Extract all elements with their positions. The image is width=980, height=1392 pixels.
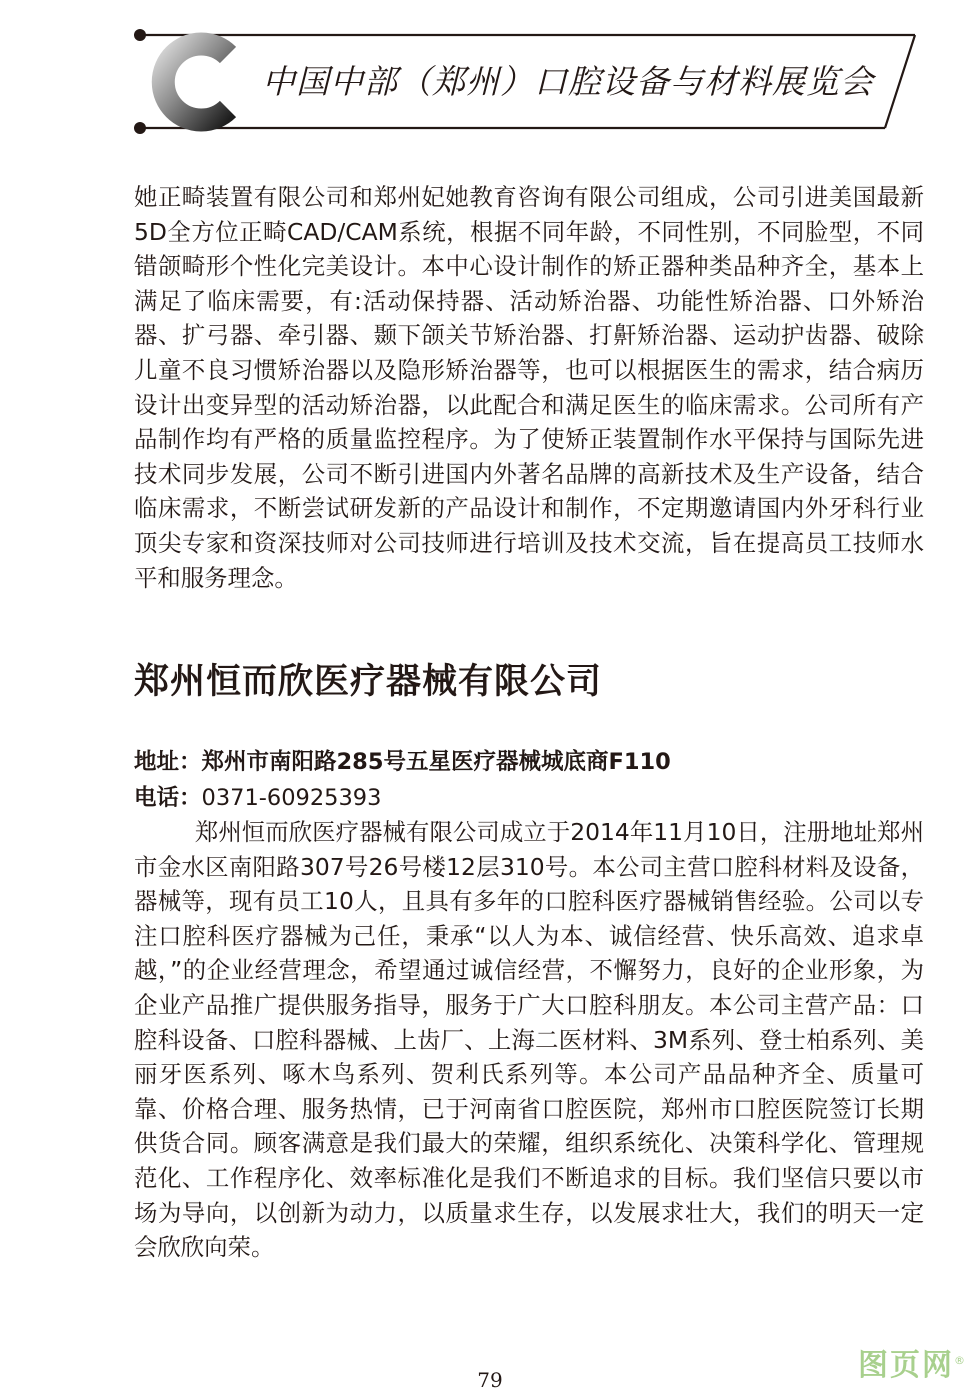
company-name-heading: 郑州恒而欣医疗器械有限公司 bbox=[134, 662, 603, 702]
watermark-logo bbox=[858, 1340, 967, 1384]
watermark-text: 图页网 bbox=[858, 1348, 954, 1383]
company-description bbox=[134, 815, 924, 1265]
page-header bbox=[0, 0, 980, 150]
phone-value: 0371-60925393 bbox=[201, 785, 382, 811]
page-number: 79 bbox=[477, 1368, 503, 1392]
company-phone bbox=[134, 780, 381, 812]
intro-paragraph: 她正畸装置有限公司和郑州妃她教育咨询有限公司组成，公司引进美国最新5D全方位正畸CAD/CAM系统，根据不同年龄，不同性别，不同脸型，不同错颌畸形个性化完美设计。本中心设计制作的矫正器种类品种齐全，基本上满足了临床需要，有:活动保持器、活动矫治器、功能性矫治器、口外矫治器、扩弓器、牵引器、颞下颌关节矫治器、打鼾矫治器、运动护齿器、破除儿童不良习惯矫治器以及隐形矫治器等，也可以根据医生的需求，结合病历设计出变异型的活动矫治器，以此配合和满足医生的临床需求。公司所有产品制作均有严格的质量监控程序。为了使矫正装置制作水平保持与国际先进技术同步发展，公司不断引进国内外著名品牌的高新技术及生产设备，结合临床需求，不断尝试研发新的产品设计和制作，不定期邀请国内外牙科行业顶尖专家和资深技师对公司技师进行培训及技术交流，旨在提高员工技师水平和服务理念。 bbox=[134, 183, 924, 592]
company-description-text: 郑州恒而欣医疗器械有限公司成立于2014年11月10日，注册地址郑州市金水区南阳路307号26号楼12层310号。本公司主营口腔科材料及设备，器械等，现有员工10人，且具有多年的口腔科医疗器械销售经验。公司以专注口腔科医疗器械为己任，秉承“以人为本、诚信经营、快乐高效、追求卓越，”的企业经营理念，希望通过诚信经营，不懈努力，良好的企业形象，为企业产品推广提供服务指导，服务于广大口腔科朋友。本公司主营产品：口腔科设备、口腔科器械、上齿厂、上海二医材料、3M系列、登士柏系列、美丽牙医系列、啄木鸟系列、贺利氏系列等。本公司产品品种齐全、质量可靠、价格合理、服务热情，已于河南省口腔医院，郑州市口腔医院签订长期供货合同。顾客满意是我们最大的荣耀，组织系统化、决策科学化、管理规范化、工作程序化、效率标准化是我们不断追求的目标。我们坚信只要以市场为导向，以创新为动力，以质量求生存，以发展求壮大，我们的明天一定会欣欣向荣。 bbox=[134, 818, 924, 1262]
address-value: 郑州市南阳路285号五星医疗器械城底商F110 bbox=[201, 749, 671, 775]
address-label: 地址： bbox=[134, 749, 202, 775]
company-address bbox=[134, 744, 671, 776]
c-logo-icon bbox=[163, 44, 228, 120]
exhibition-title: 中国中部（郑州）口腔设备与材料展览会 bbox=[262, 62, 874, 101]
phone-label: 电话： bbox=[134, 785, 202, 811]
registered-mark: ® bbox=[954, 1354, 967, 1367]
